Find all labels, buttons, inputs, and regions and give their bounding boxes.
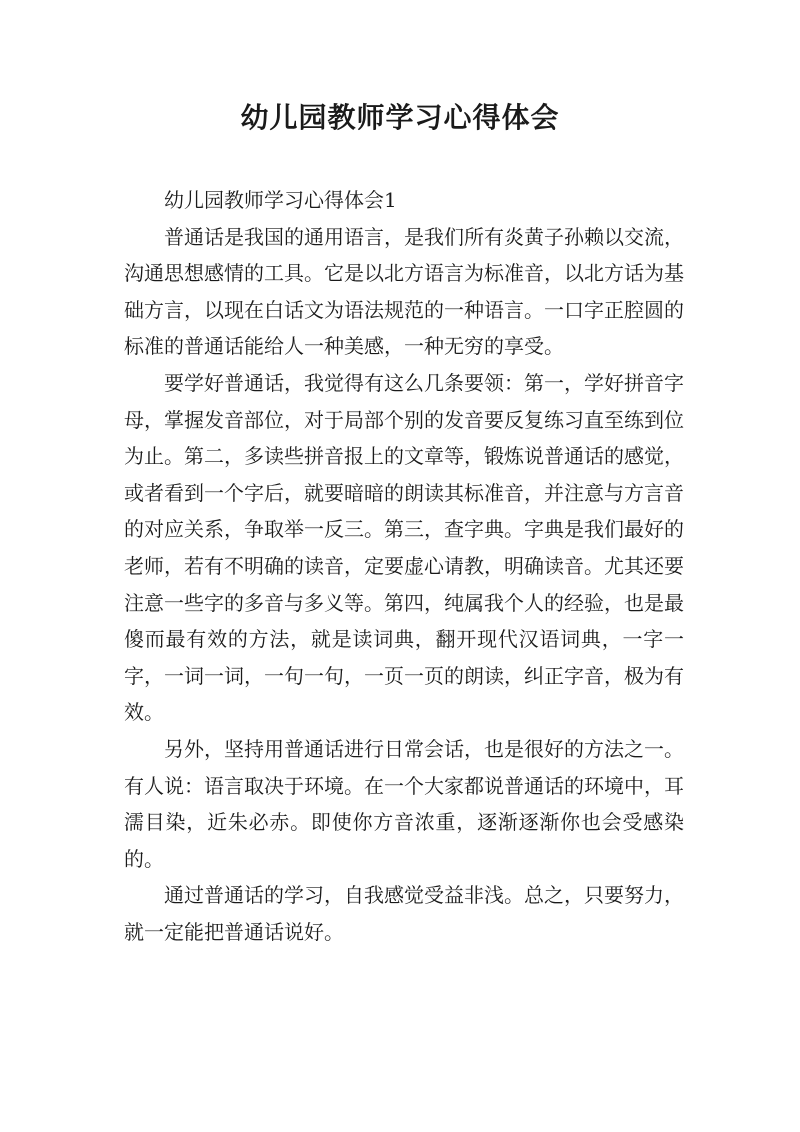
document-title: 幼儿园教师学习心得体会 — [240, 101, 560, 134]
paragraph-3: 另外，坚持用普通话进行日常会话，也是很好的方法之一。有人说：语言取决于环境。在一个大家都说普通话的环境中，耳濡目染，近朱必赤。即使你方音浓重，逐渐逐渐你也会受感染的。 — [124, 736, 684, 871]
paragraph-1: 普通话是我国的通用语言，是我们所有炎黄子孙赖以交流，沟通思想感情的工具。它是以北方语言为标准音，以北方话为基础方言，以现在白话文为语法规范的一种语言。一口字正腔圆的标准的普通话能给人一种美感，一种无穷的享受。 — [124, 224, 684, 359]
document-body — [124, 182, 684, 950]
section-heading: 幼儿园教师学习心得体会1 — [164, 188, 397, 212]
paragraph-2: 要学好普通话，我觉得有这么几条要领：第一，学好拼音字母，掌握发音部位，对于局部个别的发音要反复练习直至练到位为止。第二，多读些拼音报上的文章等，锻炼说普通话的感觉，或者看到一个字后，就要暗暗的朗读其标准音，并注意与方言音的对应关系，争取举一反三。第三，查字典。字典是我们最好的老师，若有不明确的读音，定要虚心请教，明确读音。尤其还要注意一些字的多音与多义等。第四，纯属我个人的经验，也是最傻而最有效的方法，就是读词典，翻开现代汉语词典，一字一字，一词一词，一句一句，一页一页的朗读，纠正字音，极为有效。 — [124, 370, 684, 725]
paragraph-4: 通过普通话的学习，自我感觉受益非浅。总之，只要努力，就一定能把普通话说好。 — [124, 883, 684, 944]
